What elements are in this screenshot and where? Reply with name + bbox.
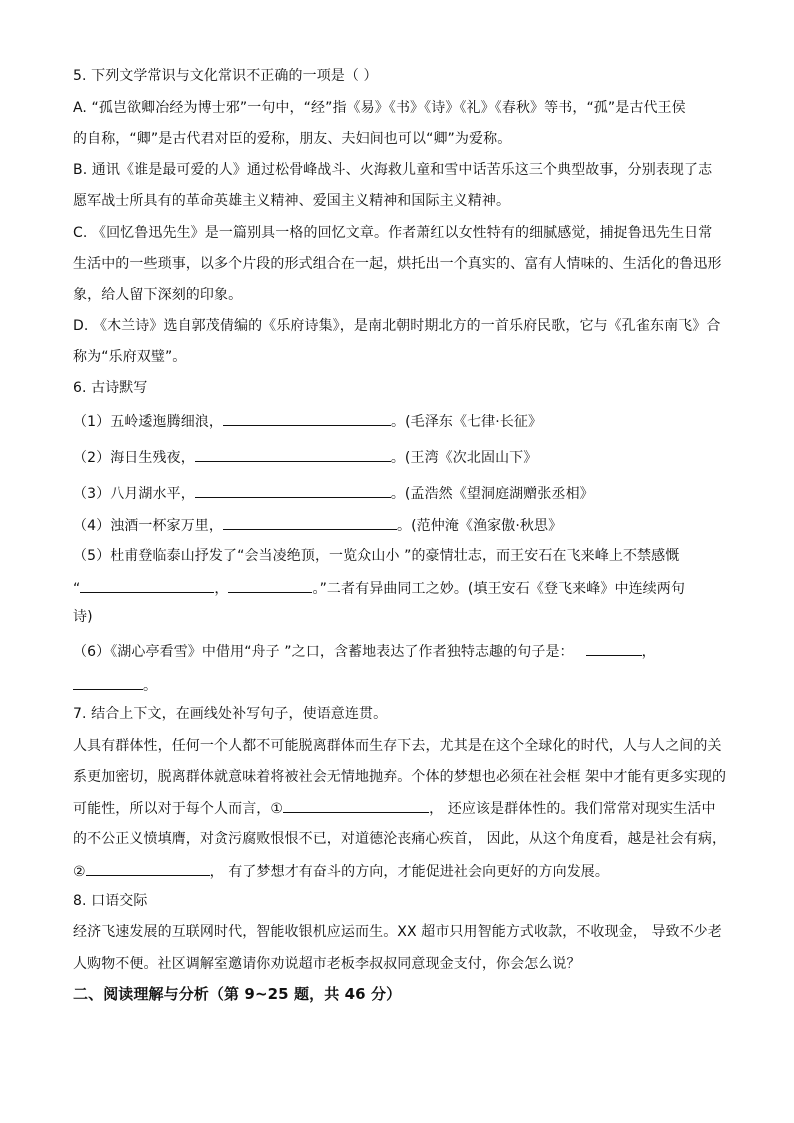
q8-title: 8. 口语交际 bbox=[73, 893, 148, 909]
answer-blank[interactable] bbox=[73, 674, 143, 690]
q5-option-c-line3: 象，给人留下深刻的印象。 bbox=[73, 287, 243, 303]
q5-stem: 5. 下列文学常识与文化常识不正确的一项是（ ） bbox=[73, 68, 378, 84]
q7-passage-text: ② bbox=[73, 864, 86, 880]
q5-option-a-line2: 的自称，“卿”是古代君对臣的爱称，朋友、夫妇间也可以“卿”为爱称。 bbox=[73, 131, 512, 147]
answer-blank-2[interactable] bbox=[86, 860, 210, 876]
q6-item-5-line1: （5）杜甫登临泰山抒发了“会当凌绝顶，一览众山小 ”的豪情壮志，而王安石在飞来峰上不禁感慨 bbox=[73, 548, 680, 564]
q5-option-d-line2: 称为“乐府双璧”。 bbox=[73, 349, 187, 365]
answer-blank-1[interactable] bbox=[283, 797, 429, 813]
q6-item-1 bbox=[73, 410, 542, 432]
q6-item-1-prompt: （1）五岭逶迤腾细浪， bbox=[73, 414, 224, 430]
q7-passage-text: ， 还应该是群体性的。我们常常对现实生活中 bbox=[429, 801, 716, 817]
q7-passage-line1: 人具有群体性，任何一个人都不可能脱离群体而生存下去，尤其是在这个全球化的时代，人与人之间的关 bbox=[73, 738, 722, 754]
q6-item-5-line3: 诗) bbox=[73, 609, 93, 625]
period: 。 bbox=[143, 678, 158, 694]
q6-item-3-prompt: （3）八月湖水平， bbox=[73, 486, 195, 502]
q5-option-d-line1: D. 《木兰诗》选自郭茂倩编的《乐府诗集》，是南北朝时期北方的一首乐府民歌，它与《孔雀东南飞》合 bbox=[73, 318, 721, 334]
q6-item-5-line2 bbox=[73, 577, 685, 599]
q7-passage-line2: 系更加密切，脱离群体就意味着将被社会无情地抛弃。个体的梦想也必须在社会框 架中才能有更多实现的 bbox=[73, 769, 727, 785]
q6-item-6-prompt: （6）《湖心亭看雪》中借用“舟子 ”之口，含蓄地表达了作者独特志趣的句子是： bbox=[73, 644, 574, 660]
q7-passage-line4: 的不公正义愤填膺，对贪污腐败恨恨不已，对道德沦丧痛心疾首， 因此，从这个角度看，越是社会有病， bbox=[73, 831, 727, 847]
q6-title: 6. 古诗默写 bbox=[73, 380, 148, 396]
q6-item-6-line2 bbox=[73, 674, 157, 696]
q5-option-a-line1: A. “孤岂欲卿冶经为博士邪”一句中，“经”指《易》《书》《诗》《礼》《春秋》等书，“孤”是古代王侯 bbox=[73, 100, 686, 116]
answer-blank[interactable] bbox=[223, 410, 391, 426]
answer-blank[interactable] bbox=[80, 577, 214, 593]
q5-option-c-line2: 生活中的一些琐事，以多个片段的形式组合在一起，烘托出一个真实的、富有人情味的、生活化的鲁迅形 bbox=[73, 256, 722, 272]
q7-title: 7. 结合上下文，在画线处补写句子，使语意连贯。 bbox=[73, 706, 388, 722]
q6-item-3-source: 。(孟浩然《望洞庭湖赠张丞相》 bbox=[390, 486, 594, 502]
answer-blank[interactable] bbox=[228, 577, 312, 593]
q8-passage-line2: 人购物不便。社区调解室邀请你劝说超市老板李叔叔同意现金支付，你会怎么说？ bbox=[73, 956, 581, 972]
open-quote: “ bbox=[73, 581, 81, 597]
comma: ， bbox=[641, 644, 656, 660]
q7-passage-line5 bbox=[73, 860, 609, 882]
q7-passage-text: 可能性，所以对于每个人而言，① bbox=[73, 801, 284, 817]
answer-blank[interactable] bbox=[223, 514, 397, 530]
q6-item-5-instruction: 。”二者有异曲同工之妙。(填王安石《登飞来峰》中连续两句 bbox=[312, 581, 685, 597]
q6-item-2-prompt: （2）海日生残夜， bbox=[73, 450, 195, 466]
q6-item-4 bbox=[73, 514, 562, 536]
q6-item-2-source: 。(王湾《次北固山下》 bbox=[390, 450, 538, 466]
q6-item-1-source: 。(毛泽东《七律·长征》 bbox=[391, 414, 543, 430]
q5-option-c-line1: C. 《回忆鲁迅先生》是一篇别具一格的回忆文章。作者萧红以女性特有的细腻感觉，捕捉鲁迅先生日常 bbox=[73, 225, 713, 241]
answer-blank[interactable] bbox=[195, 482, 391, 498]
q7-passage-line3 bbox=[73, 797, 716, 819]
answer-blank[interactable] bbox=[586, 640, 642, 656]
q6-item-6-line1 bbox=[73, 640, 656, 662]
q5-option-b-line2: 愿军战士所具有的革命英雄主义精神、爱国主义精神和国际主义精神。 bbox=[73, 193, 511, 209]
q6-item-4-prompt: （4）浊酒一杯家万里， bbox=[73, 518, 224, 534]
q6-item-4-source: 。(范仲淹《渔家傲·秋思》 bbox=[397, 518, 563, 534]
q5-option-b-line1: B. 通讯《谁是最可爱的人》通过松骨峰战斗、火海救儿童和雪中话苦乐这三个典型故事，分别表现了志 bbox=[73, 162, 713, 178]
answer-blank[interactable] bbox=[195, 446, 391, 462]
q6-item-3 bbox=[73, 482, 594, 504]
comma: ， bbox=[214, 581, 229, 597]
section-heading: 二、阅读理解与分析（第 9~25 题，共 46 分） bbox=[73, 985, 402, 1003]
q6-item-2 bbox=[73, 446, 537, 468]
q8-passage-line1: 经济飞速发展的互联网时代，智能收银机应运而生。XX 超市只用智能方式收款，不收现金， 导致不少老 bbox=[73, 924, 722, 940]
q7-passage-text: ， 有了梦想才有奋斗的方向，才能促进社会向更好的方向发展。 bbox=[209, 864, 610, 880]
